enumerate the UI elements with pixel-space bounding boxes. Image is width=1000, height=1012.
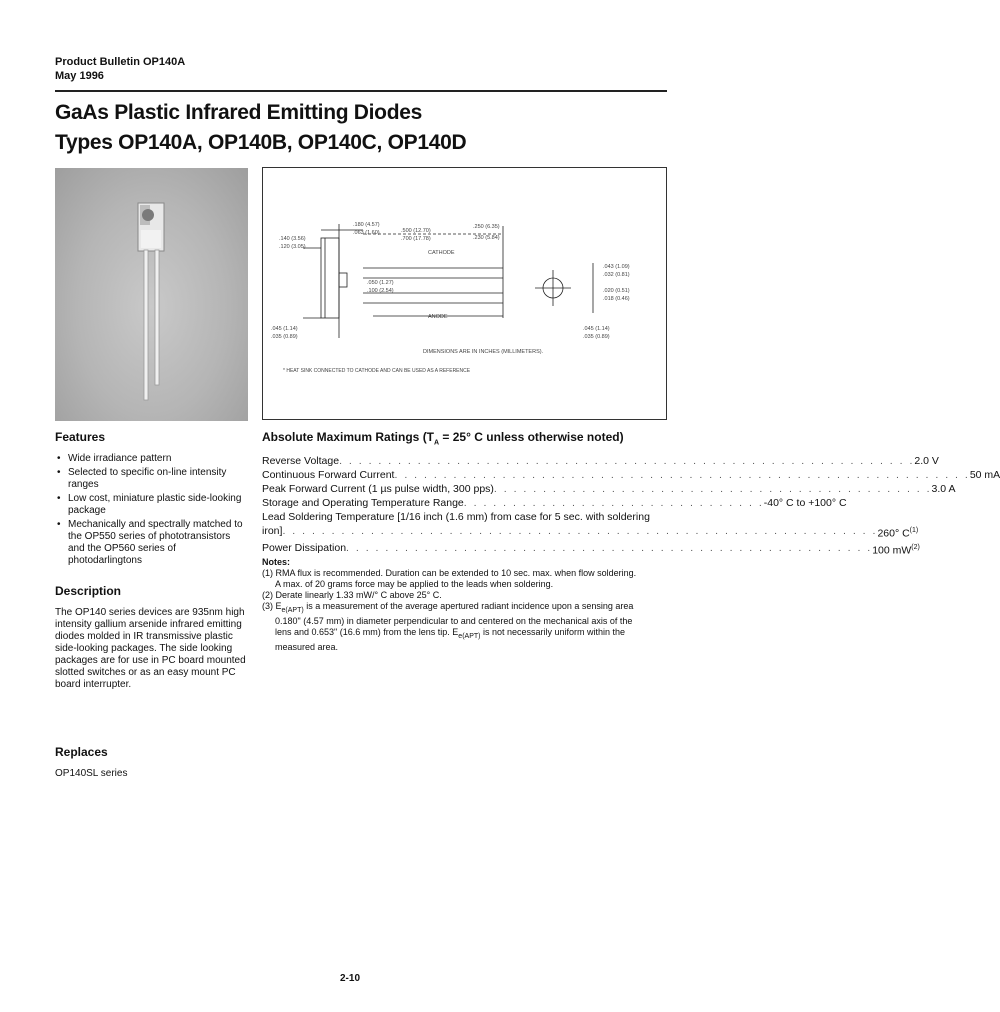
note-3-cont: measured area. — [275, 641, 339, 652]
page-number: 2-10 — [340, 973, 361, 984]
note-1: (1) RMA flux is recommended. Duration can be extended to 10 sec. max. when flow soldering. — [262, 568, 637, 579]
note-3-prefix: (3) E — [262, 601, 282, 612]
features-heading: Features — [55, 430, 106, 444]
note-ref: (1) — [909, 527, 919, 535]
ratings-heading-sub: A — [434, 439, 440, 447]
note-ref: (2) — [911, 543, 920, 551]
page-subtitle: Types OP140A, OP140B, OP140C, OP140D — [55, 131, 467, 154]
rating-label: iron] — [262, 525, 283, 538]
dim-label: .063 (1.60) — [353, 230, 380, 236]
heat-sink-note: * HEAT SINK CONNECTED TO CATHODE AND CAN BE USED AS A REFERENCE — [283, 368, 471, 374]
note-3-cont-post: is not necessarily uniform within the — [480, 627, 626, 638]
dim-label: .500 (12.70) — [401, 228, 431, 234]
replaces-heading: Replaces — [55, 745, 108, 759]
rating-value: 50 mA — [969, 469, 1000, 482]
dim-label: .043 (1.09) — [603, 264, 630, 270]
notes-block — [262, 557, 667, 653]
diode-illustration — [55, 168, 248, 421]
features-list — [55, 453, 245, 569]
note-3 — [262, 601, 667, 616]
dim-label: .050 (1.27) — [367, 280, 394, 286]
leader-dots: . . . . . . . . . . . . . . . . . . . . . . . . . . . . . . . . . . . . . . . . . . . . . . . . . . . . . . . . . . . . . — [282, 525, 878, 538]
top-rule — [55, 90, 667, 92]
anode-label: ANODE — [428, 314, 448, 320]
dim-label: .180 (4.57) — [353, 222, 380, 228]
leader-dots: . . . . . . . . . . . . . . . . . . . . . . . . . . . . . . . . . . . . . . . . . . . . . — [493, 483, 932, 496]
note-3-text: is a measurement of the average apertured radiant incidence upon a sensing area — [303, 601, 634, 612]
dim-label: .035 (0.89) — [583, 334, 610, 340]
dimensions-note: DIMENSIONS ARE IN INCHES (MILLIMETERS). — [423, 349, 544, 355]
bulletin-header — [55, 55, 185, 83]
dim-label: .250 (6.35) — [473, 224, 500, 230]
feature-item: • Wide irradiance pattern — [55, 453, 245, 465]
ratings-section — [262, 430, 1000, 653]
note-3-sub: e(APT) — [281, 607, 304, 615]
page-title: GaAs Plastic Infrared Emitting Diodes — [55, 101, 422, 124]
leader-dots: . . . . . . . . . . . . . . . . . . . . . . . . . . . . . . . . . . . . . . . . . . . . . . . . . . . . . . . . . . . — [339, 455, 915, 468]
rating-row — [262, 496, 847, 510]
mechanical-drawing — [262, 167, 667, 420]
leader-dots: . . . . . . . . . . . . . . . . . . . . . . . . . . . . . . . — [463, 497, 764, 510]
leader-dots: . . . . . . . . . . . . . . . . . . . . . . . . . . . . . . . . . . . . . . . . . . . . . . . . . . . . . . — [346, 541, 873, 554]
dim-label: .140 (3.56) — [279, 236, 306, 242]
rating-label: Storage and Operating Temperature Range — [262, 497, 464, 510]
leader-dots: . . . . . . . . . . . . . . . . . . . . . . . . . . . . . . . . . . . . . . . . . . . . . . . . . . . . . . . . . . . — [394, 469, 970, 482]
rating-value: 2.0 V — [914, 455, 939, 468]
solder-value: 260° C — [877, 527, 910, 540]
feature-item: • Selected to specific on-line intensity ranges — [55, 467, 245, 491]
rating-row — [262, 454, 939, 468]
dimension-drawing — [263, 168, 668, 421]
feature-item: • Low cost, miniature plastic side-looking package — [55, 493, 245, 517]
ratings-heading-text: Absolute Maximum Ratings (T — [262, 430, 435, 444]
note-3-cont-sub: e(APT) — [458, 632, 481, 640]
rating-value — [872, 541, 920, 558]
dim-label: .020 (0.51) — [603, 288, 630, 294]
rating-row — [262, 468, 1000, 482]
note-3-cont — [262, 627, 667, 642]
cathode-label: CATHODE — [428, 250, 455, 256]
rating-label: Continuous Forward Current — [262, 469, 395, 482]
dim-label: .045 (1.14) — [271, 326, 298, 332]
description-text: The OP140 series devices are 935nm high intensity gallium arsenide infrared emitting diodes molded in IR transmissive plastic side-looking packages. The side looking packages are for use in PC board mounted slotted switches or as an easy mount PC board interrupter. — [55, 607, 246, 690]
rating-label: Reverse Voltage — [262, 455, 340, 468]
note-2: (2) Derate linearly 1.33 mW/° C above 25° C. — [262, 590, 442, 601]
note-3-cont: 0.180" (4.57 mm) in diameter perpendicular to and centered on the mechanical axis of the — [275, 616, 633, 627]
notes-heading: Notes: — [262, 557, 291, 568]
dim-label: .018 (0.46) — [603, 296, 630, 302]
bulletin-number: Product Bulletin OP140A — [55, 56, 186, 68]
rating-label: Power Dissipation — [262, 541, 347, 554]
dim-label: .032 (0.81) — [603, 272, 630, 278]
rating-value: -40° C to +100° C — [763, 497, 847, 510]
dim-label: .100 (2.54) — [367, 288, 394, 294]
solder-line: Lead Soldering Temperature [1/16 inch (1.6 mm) from case for 5 sec. with soldering — [262, 511, 650, 524]
bulletin-date: May 1996 — [55, 70, 104, 82]
dim-label: .700 (17.78) — [401, 236, 431, 242]
dim-label: .230 (5.84) — [473, 235, 500, 241]
rating-value — [877, 524, 918, 541]
power-value: 100 mW — [872, 544, 912, 557]
description-heading: Description — [55, 584, 122, 598]
ratings-heading — [262, 430, 667, 450]
dim-label: .045 (1.14) — [583, 326, 610, 332]
ratings-heading-suffix: = 25° C unless otherwise noted) — [439, 430, 624, 444]
rating-row — [262, 482, 956, 496]
note-3-cont-pre: lens and 0.653" (16.6 mm) from the lens tip. E — [275, 627, 459, 638]
rating-row — [262, 524, 919, 541]
rating-value: 3.0 A — [931, 483, 956, 496]
dim-label: .035 (0.89) — [271, 334, 298, 340]
dim-label: .120 (3.05) — [279, 244, 306, 250]
feature-item: • Mechanically and spectrally matched to the OP550 series of phototransistors and the OP560 series of photodarlingtons — [55, 519, 245, 567]
note-1-cont: A max. of 20 grams force may be applied to the leads when soldering. — [275, 579, 554, 590]
replaces-text: OP140SL series — [55, 768, 128, 779]
product-photo — [55, 168, 248, 421]
rating-label: Peak Forward Current (1 µs pulse width, 300 pps) — [262, 483, 494, 496]
rating-row — [262, 541, 920, 558]
